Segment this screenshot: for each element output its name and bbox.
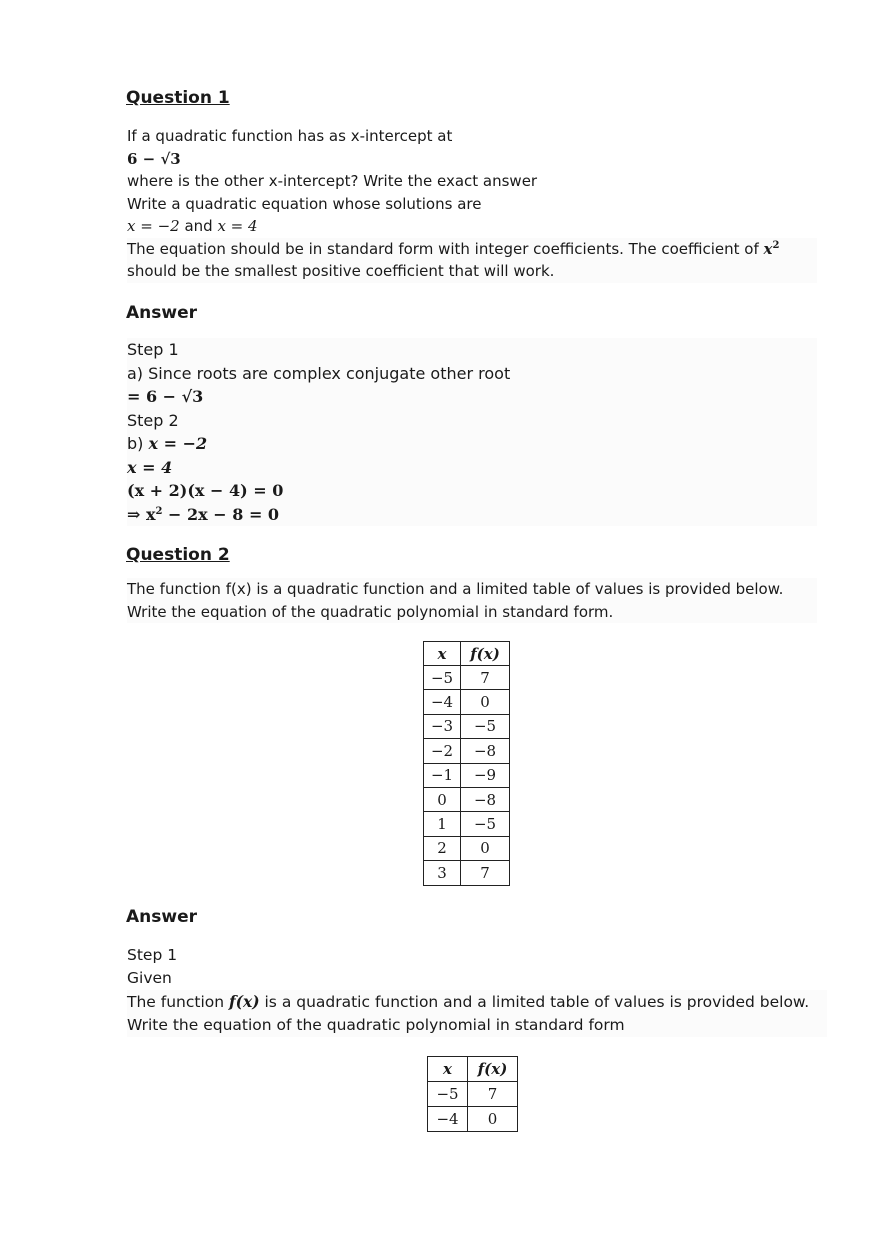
table-row [428, 1082, 518, 1107]
question-2-body [127, 578, 817, 623]
table-cell-fx: 7 [461, 861, 510, 885]
table-cell-fx: −8 [461, 739, 510, 763]
table-cell-fx: −8 [461, 787, 510, 811]
a1-sf-part-1: ⇒ x [127, 504, 156, 524]
table-cell-fx: 7 [461, 666, 510, 690]
q1-line-6-exp: 2 [772, 239, 780, 251]
table-cell-x: 2 [424, 836, 461, 860]
a1-root-math: = 6 − √3 [127, 387, 204, 406]
table-cell-x: 3 [424, 861, 461, 885]
a2-line-3-c: is a quadratic function and a limited table of values is provided below. [259, 993, 810, 1011]
a2-line-4: Write the equation of the quadratic polynomial in standard form [127, 1014, 827, 1037]
table-header-fx: f(x) [468, 1057, 518, 1082]
q1-line-5-and: and [179, 217, 218, 235]
table-row [428, 1107, 518, 1132]
table-row [424, 690, 510, 714]
table-cell-fx: −5 [461, 812, 510, 836]
table-cell-x: 0 [424, 787, 461, 811]
q2-line-2: Write the equation of the quadratic polynomial in standard form. [127, 602, 614, 621]
table-cell-fx: −9 [461, 763, 510, 787]
a2-line-3-math: f(x) [229, 992, 260, 1011]
table-header-fx: f(x) [461, 642, 510, 666]
values-table-question-2 [423, 641, 510, 886]
answer-1-body [127, 338, 817, 526]
a2-line-3 [127, 990, 827, 1014]
a1-x-eq-4: x = 4 [127, 457, 173, 477]
a2-line-3-a: The function [127, 993, 229, 1011]
a1-line-b-label: b) [127, 434, 149, 453]
q1-line-3: where is the other x-intercept? Write the exact answer [127, 172, 538, 190]
q1-line-6-text: The equation should be in standard form with integer coefficients. The coefficient of [127, 239, 764, 258]
table-row [424, 666, 510, 690]
a1-line-b [127, 432, 817, 456]
a1-step-1: Step 1 [127, 340, 179, 359]
table-cell-x: −4 [428, 1107, 468, 1132]
answer-1-title: Answer [126, 303, 197, 323]
table-cell-fx: 7 [468, 1082, 518, 1107]
a1-line-a: a) Since roots are complex conjugate other root [127, 363, 511, 383]
a1-factored: (x + 2)(x − 4) = 0 [127, 481, 284, 500]
table-cell-x: −4 [424, 690, 461, 714]
a1-line-b-math: x = −2 [148, 434, 208, 453]
table-cell-x: −5 [428, 1082, 468, 1107]
table-cell-fx: 0 [461, 690, 510, 714]
question-2-title: Question 2 [126, 545, 230, 565]
table-cell-x: −3 [424, 714, 461, 738]
q1-line-6-x: x [763, 239, 773, 258]
a2-step-1: Step 1 [127, 946, 178, 964]
table-cell-x: −5 [424, 666, 461, 690]
table-header-x: x [424, 642, 461, 666]
answer-2-title: Answer [126, 907, 197, 927]
q2-line-1: The function f(x) is a quadratic function and a limited table of values is provided below. [127, 580, 784, 598]
q1-line-5-math-b: x = 4 [217, 217, 258, 235]
q1-line-4: Write a quadratic equation whose solutions are [127, 194, 482, 213]
q1-line-6 [127, 238, 817, 261]
question-1-body [127, 125, 817, 283]
table-cell-x: −2 [424, 739, 461, 763]
table-row [424, 836, 510, 860]
table-row [424, 739, 510, 763]
table-cell-fx: 0 [461, 836, 510, 860]
table-row [424, 763, 510, 787]
answer-2-body [127, 944, 827, 1037]
table-cell-fx: 0 [468, 1107, 518, 1132]
q1-line-7: should be the smallest positive coefficient that will work. [127, 260, 817, 283]
table-row [424, 787, 510, 811]
table-row [424, 861, 510, 885]
table-cell-x: 1 [424, 812, 461, 836]
q1-line-1: If a quadratic function has as x-intercept at [127, 127, 453, 145]
a1-sf-part-2: − 2x − 8 = 0 [162, 504, 280, 524]
a1-sf-exp: 2 [155, 505, 163, 517]
table-header-row [424, 642, 510, 666]
q1-line-5 [127, 215, 817, 238]
table-cell-fx: −5 [461, 714, 510, 738]
q1-line-2-math: 6 − √3 [127, 149, 181, 168]
table-header-row [428, 1057, 518, 1082]
a1-step-2: Step 2 [127, 410, 179, 430]
q1-line-5-math-a: x = −2 [127, 217, 180, 235]
table-row [424, 714, 510, 738]
a1-standard-form [127, 503, 817, 527]
table-cell-x: −1 [424, 763, 461, 787]
table-header-x: x [428, 1057, 468, 1082]
question-1-title: Question 1 [126, 88, 230, 108]
values-table-answer-2 [427, 1056, 518, 1132]
table-row [424, 812, 510, 836]
a2-given: Given [127, 969, 172, 987]
